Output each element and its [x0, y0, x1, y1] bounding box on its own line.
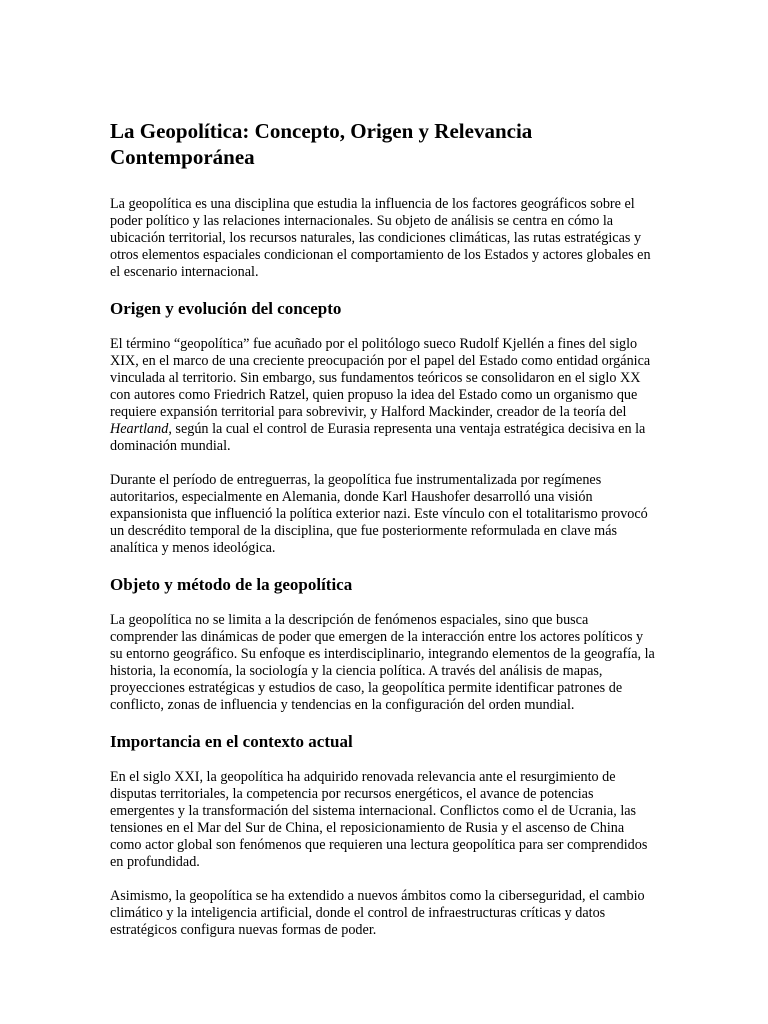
section-origin — [110, 298, 658, 557]
paragraph: La geopolítica no se limita a la descripción de fenómenos espaciales, sino que busca comprender las dinámicas de poder que emergen de la interacción entre los actores políticos y su entorno geográfico. Su enfoque es interdisciplinario, integrando elementos de la geografía, la historia, la economía, la sociología y la ciencia política. A través del análisis de mapas, proyecciones estratégicas y estudios de caso, la geopolítica permite identificar patrones de conflicto, zonas de influencia y tendencias en la configuración del orden mundial. — [110, 612, 655, 713]
document-title: La Geopolítica: Concepto, Origen y Relevancia Contemporánea — [110, 119, 533, 169]
document-page — [110, 118, 658, 956]
paragraph — [110, 336, 658, 455]
section-heading: Importancia en el contexto actual — [110, 732, 353, 751]
paragraph: Durante el período de entreguerras, la geopolítica fue instrumentalizada por regímenes autoritarios, especialmente en Alemania, donde Karl Haushofer desarrolló una visión expansionista que influenció la política exterior nazi. Este vínculo con el totalitarismo provocó un descrédito temporal de la disciplina, que fue posteriormente reformulada en clave más analítica y menos ideológica. — [110, 472, 648, 556]
section-heading: Origen y evolución del concepto — [110, 299, 342, 318]
section-object-method — [110, 574, 658, 714]
paragraph-text: El término “geopolítica” fue acuñado por el politólogo sueco Rudolf Kjellén a fines del siglo XIX, en el marco de una creciente preocupación por el papel del Estado como entidad orgánica vinculada al territorio. Sin embargo, sus fundamentos teóricos se consolidaron en el siglo XX con autores como Friedrich Ratzel, quien propuso la idea del Estado como un organismo que requiere expansión territorial para sobrevivir, y Halford Mackinder, creador de la teoría del — [110, 336, 651, 420]
intro-paragraph: La geopolítica es una disciplina que estudia la influencia de los factores geográficos sobre el poder político y las relaciones internacionales. Su objeto de análisis se centra en cómo la ubicación territorial, los recursos naturales, las condiciones climáticas, las rutas estratégicas y otros elementos espaciales condicionan el comportamiento de los Estados y actores globales en el escenario internacional. — [110, 196, 651, 280]
emphasized-term: Heartland — [110, 421, 169, 437]
section-heading: Objeto y método de la geopolítica — [110, 575, 353, 594]
section-importance — [110, 731, 658, 939]
paragraph: Asimismo, la geopolítica se ha extendido a nuevos ámbitos como la ciberseguridad, el cambio climático y la inteligencia artificial, donde el control de infraestructuras críticas y datos estratégicos configura nuevas formas de poder. — [110, 888, 645, 938]
paragraph-text: , según la cual el control de Eurasia representa una ventaja estratégica decisiva en la dominación mundial. — [110, 421, 646, 454]
paragraph: En el siglo XXI, la geopolítica ha adquirido renovada relevancia ante el resurgimiento de disputas territoriales, la competencia por recursos energéticos, el avance de potencias emergentes y la transformación del sistema internacional. Conflictos como el de Ucrania, las tensiones en el Mar del Sur de China, el reposicionamiento de Rusia y el ascenso de China como actor global son fenómenos que requieren una lectura geopolítica para ser comprendidos en profundidad. — [110, 769, 648, 870]
